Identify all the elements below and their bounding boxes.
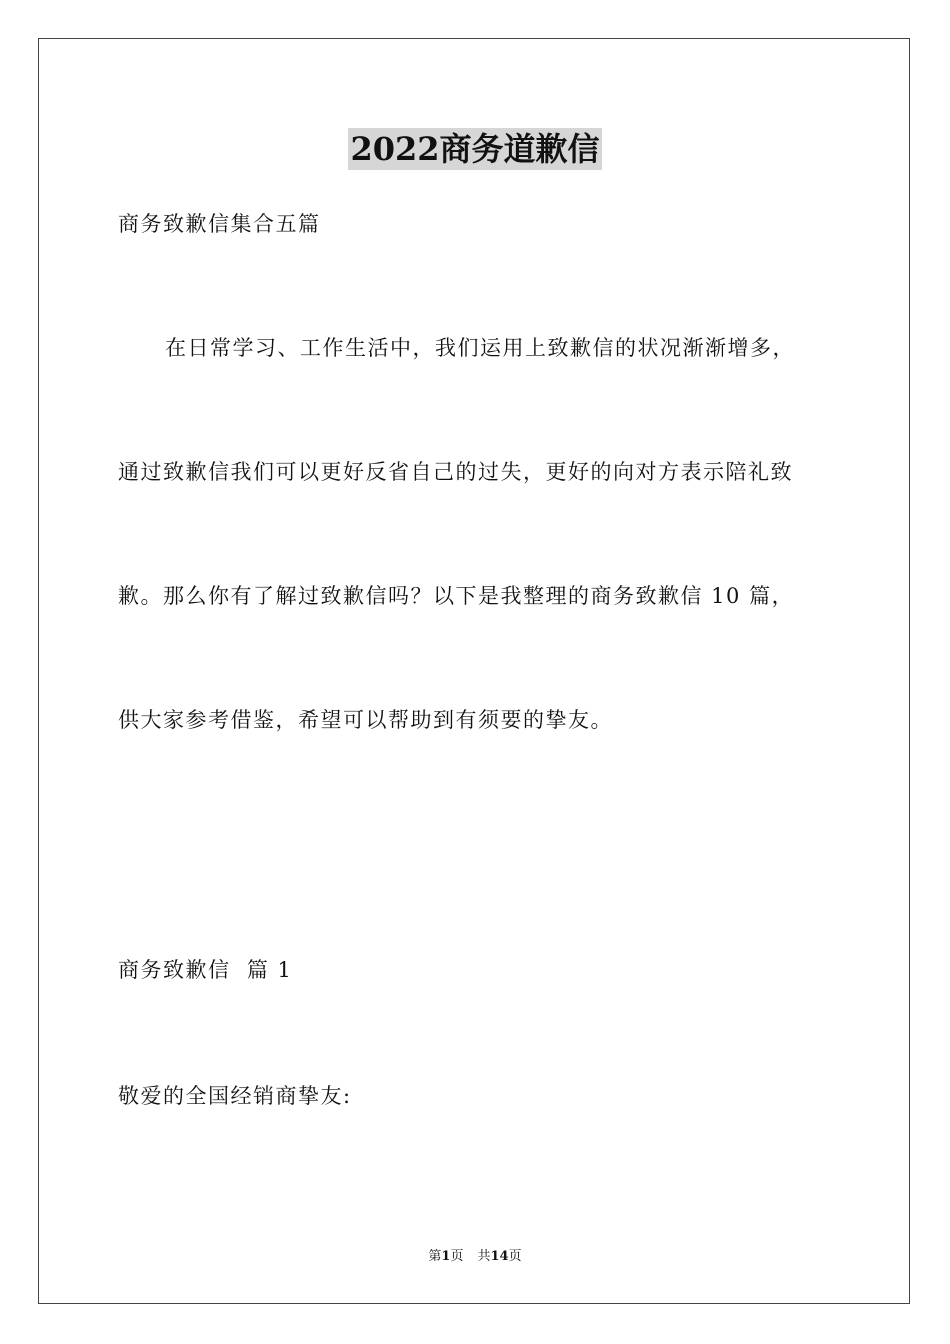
intro-line-1: 在日常学习、工作生活中，我们运用上致歉信的状况渐渐增多，	[165, 336, 795, 360]
document-subtitle: 商务致歉信集合五篇	[118, 212, 321, 236]
intro-line-3: 歉。那么你有了解过致歉信吗？以下是我整理的商务致歉信 10 篇，	[118, 584, 795, 608]
footer-page-suffix: 页	[450, 1249, 464, 1264]
footer-total-prefix: 共	[477, 1249, 491, 1264]
document-title: 2022商务道歉信	[350, 130, 600, 168]
footer-page-prefix: 第	[428, 1249, 442, 1264]
salutation: 敬爱的全国经销商挚友:	[118, 1084, 352, 1108]
title-wrapper	[0, 128, 950, 170]
footer-page-current: 1	[441, 1249, 451, 1264]
intro-line-4: 供大家参考借鉴，希望可以帮助到有须要的挚友。	[118, 708, 613, 732]
footer-total-suffix: 页	[508, 1249, 522, 1264]
footer-page-total: 14	[490, 1249, 509, 1264]
intro-line-2: 通过致歉信我们可以更好反省自己的过失，更好的向对方表示陪礼致	[118, 460, 793, 484]
page-footer	[0, 1248, 950, 1266]
section-heading: 商务致歉信 篇 1	[118, 958, 293, 982]
